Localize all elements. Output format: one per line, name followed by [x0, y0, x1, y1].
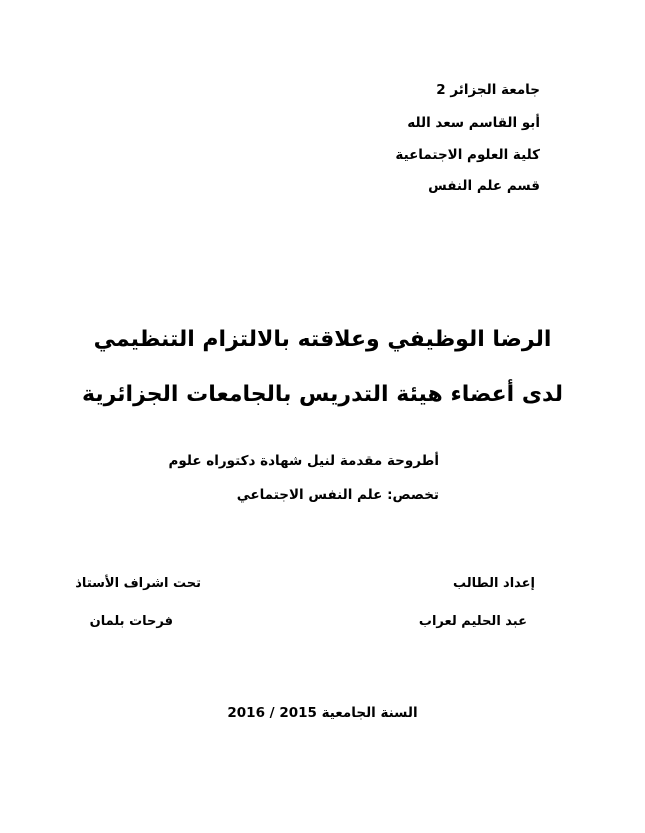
university-name: جامعة الجزائر 2 [436, 82, 540, 98]
supervisor-name: فرحات بلمان [89, 614, 173, 629]
student-name: عبد الحليم لعراب [418, 614, 527, 629]
faculty-name: كلية العلوم الاجتماعية [395, 147, 540, 163]
thesis-title-line-2: لدى أعضاء هيئة التدريس بالجامعات الجزائرية [82, 382, 563, 407]
thesis-title-line-1: الرضا الوظيفي وعلاقته بالالتزام التنظيمي [93, 327, 552, 352]
supervisor-label: تحت اشراف الأستاذ [75, 576, 201, 591]
degree-statement: أطروحة مقدمة لنيل شهادة دكتوراه علوم [168, 453, 439, 469]
department-name: قسم علم النفس [428, 178, 540, 194]
prepared-by-label: إعداد الطالب [452, 576, 535, 591]
specialization: تخصص: علم النفس الاجتماعي [236, 487, 439, 503]
university-campus-name: أبو القاسم سعد الله [407, 115, 540, 131]
academic-year: السنة الجامعية 2015 / 2016 [227, 705, 418, 721]
